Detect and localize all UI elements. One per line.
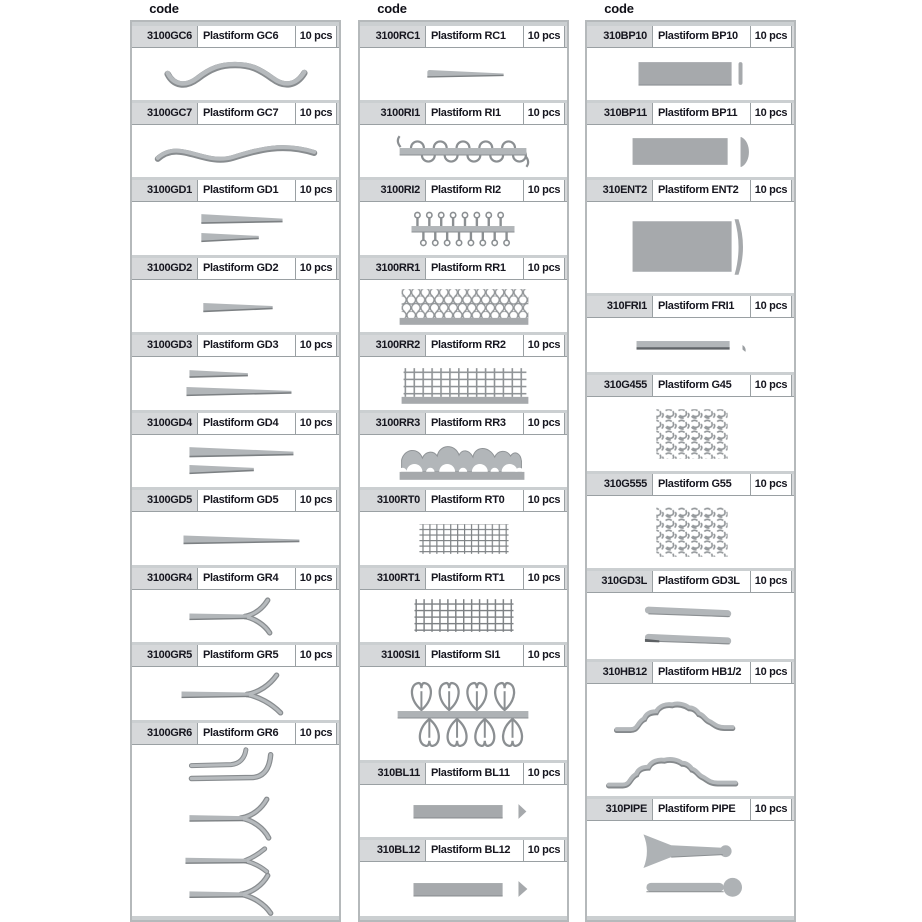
- coarse-mesh-patch-illustration: [360, 590, 567, 642]
- product-name: Plastiform G55: [652, 474, 751, 495]
- product-code: 3100GR4: [147, 572, 192, 584]
- entry-header: [587, 296, 794, 318]
- entry-header: [360, 490, 567, 512]
- product-illustration-area: [587, 397, 794, 471]
- catalog-entry: [360, 100, 567, 177]
- y-fork-large-illustration: [132, 667, 339, 720]
- plate-with-sliver-illustration: [587, 48, 794, 100]
- product-code: 3100SI1: [381, 649, 420, 661]
- product-code: 310ENT2: [602, 184, 647, 196]
- product-name: Plastiform GC6: [197, 26, 296, 47]
- catalog-entry: [132, 100, 339, 177]
- fork-assortment-illustration: [132, 745, 339, 916]
- product-name: Plastiform GD2: [197, 258, 296, 279]
- catalog-entry: [132, 410, 339, 487]
- product-name: Plastiform BP11: [652, 103, 751, 124]
- product-quantity: 10 pcs: [751, 571, 792, 592]
- entry-header: [587, 571, 794, 593]
- product-quantity: 10 pcs: [751, 103, 792, 124]
- loop-ribbon-illustration: [360, 125, 567, 177]
- product-illustration-area: [132, 357, 339, 410]
- product-code: 310FRI1: [606, 300, 647, 312]
- wave-moustache-illustration: [132, 48, 339, 100]
- product-code: 310GD3L: [601, 575, 647, 587]
- product-name: Plastiform RI1: [425, 103, 524, 124]
- catalog-entry: [132, 487, 339, 565]
- product-quantity: 10 pcs: [296, 335, 337, 356]
- long-and-short-tapered-strips-illustration: [132, 435, 339, 487]
- product-illustration-area: [132, 512, 339, 565]
- product-quantity: 10 pcs: [296, 103, 337, 124]
- double-arch-strips-illustration: [587, 684, 794, 796]
- product-illustration-area: [360, 357, 567, 410]
- product-name: Plastiform GR6: [197, 723, 296, 744]
- product-code: 3100RR1: [375, 262, 420, 274]
- product-illustration-area: [360, 202, 567, 255]
- product-illustration-area: [360, 590, 567, 642]
- honeycomb-mesh-strip-illustration: [360, 280, 567, 332]
- entry-header: [360, 258, 567, 280]
- product-name: Plastiform BL11: [425, 763, 524, 784]
- product-code: 3100GR6: [147, 727, 192, 739]
- product-illustration-area: [587, 684, 794, 796]
- catalog-entry: [132, 332, 339, 410]
- catalog-entry: [132, 22, 339, 100]
- catalog-entry: [360, 22, 567, 100]
- entry-header: [132, 490, 339, 512]
- product-illustration-area: [132, 48, 339, 100]
- entry-header: [132, 335, 339, 357]
- product-code: 3100RR3: [375, 417, 420, 429]
- product-quantity: 10 pcs: [751, 474, 792, 495]
- product-illustration-area: [360, 785, 567, 837]
- product-quantity: 10 pcs: [296, 26, 337, 47]
- entry-header: [587, 662, 794, 684]
- product-name: Plastiform GR4: [197, 568, 296, 589]
- product-name: Plastiform RR3: [425, 413, 524, 434]
- product-code: 310PIPE: [605, 803, 647, 815]
- entry-header: [360, 645, 567, 667]
- product-quantity: 10 pcs: [524, 103, 565, 124]
- bar-with-wedge-large-illustration: [360, 862, 567, 916]
- product-quantity: 10 pcs: [524, 180, 565, 201]
- column-code-heading: code: [377, 1, 407, 16]
- entry-header: [132, 723, 339, 745]
- catalog-entry: [587, 293, 794, 372]
- product-name: Plastiform SI1: [425, 645, 524, 666]
- entry-header: [360, 26, 567, 48]
- product-quantity: 10 pcs: [524, 335, 565, 356]
- product-name: Plastiform GD1: [197, 180, 296, 201]
- column-code-heading: code: [604, 1, 634, 16]
- product-name: Plastiform GC7: [197, 103, 296, 124]
- granule-patch-illustration: [587, 496, 794, 568]
- product-quantity: 10 pcs: [524, 258, 565, 279]
- product-quantity: 10 pcs: [296, 490, 337, 511]
- product-code: 310BL12: [376, 844, 420, 856]
- product-name: Plastiform GD5: [197, 490, 296, 511]
- double-comb-illustration: [360, 202, 567, 255]
- entry-header: [132, 103, 339, 125]
- product-name: Plastiform FRI1: [652, 296, 751, 317]
- catalog-entry: [587, 100, 794, 177]
- entry-header: [360, 763, 567, 785]
- product-code: 3100GD1: [147, 184, 192, 196]
- catalog-table: [585, 20, 796, 922]
- product-illustration-area: [132, 745, 339, 916]
- column-code-heading: code: [149, 1, 179, 16]
- single-tapered-strip-illustration: [132, 280, 339, 332]
- product-code: 3100RT0: [376, 494, 420, 506]
- catalog-entry: [587, 796, 794, 920]
- square-mesh-strip-illustration: [360, 357, 567, 410]
- catalog-column-2: [358, 0, 569, 922]
- catalog-entry: [360, 642, 567, 760]
- product-illustration-area: [132, 590, 339, 642]
- entry-header: [587, 375, 794, 397]
- catalog-table: [130, 20, 341, 922]
- flat-strip-with-chip-illustration: [587, 318, 794, 372]
- arch-strip-illustration: [360, 435, 567, 487]
- product-name: Plastiform GD3L: [652, 571, 751, 592]
- product-name: Plastiform PIPE: [652, 799, 751, 820]
- product-illustration-area: [132, 435, 339, 487]
- product-code: 310BP10: [603, 30, 647, 42]
- catalog-entry: [360, 255, 567, 332]
- catalog-entry: [132, 642, 339, 720]
- product-illustration-area: [587, 125, 794, 177]
- catalog-entry: [587, 471, 794, 568]
- product-quantity: 10 pcs: [296, 645, 337, 666]
- entry-header: [360, 413, 567, 435]
- entry-header: [132, 568, 339, 590]
- product-name: Plastiform BL12: [425, 840, 524, 861]
- product-name: Plastiform RT1: [425, 568, 524, 589]
- product-code: 3100GD4: [147, 417, 192, 429]
- product-code: 3100RI2: [380, 184, 420, 196]
- product-illustration-area: [587, 202, 794, 293]
- y-fork-illustration: [132, 590, 339, 642]
- product-name: Plastiform RR2: [425, 335, 524, 356]
- entry-header: [132, 413, 339, 435]
- short-and-long-tapered-strips-illustration: [132, 357, 339, 410]
- entry-header: [132, 180, 339, 202]
- two-tapered-strips-illustration: [132, 202, 339, 255]
- product-illustration-area: [132, 280, 339, 332]
- catalog-entry: [360, 410, 567, 487]
- product-name: Plastiform RI2: [425, 180, 524, 201]
- product-code: 3100GR5: [147, 649, 192, 661]
- product-quantity: 10 pcs: [524, 413, 565, 434]
- bar-with-wedge-illustration: [360, 785, 567, 837]
- product-illustration-area: [360, 280, 567, 332]
- catalog-entry: [587, 372, 794, 471]
- product-code: 3100RC1: [375, 30, 420, 42]
- entry-header: [132, 645, 339, 667]
- product-quantity: 10 pcs: [296, 723, 337, 744]
- product-illustration-area: [132, 202, 339, 255]
- product-illustration-area: [587, 593, 794, 659]
- product-quantity: 10 pcs: [751, 26, 792, 47]
- product-quantity: 10 pcs: [524, 840, 565, 861]
- two-rounded-tapered-strips-illustration: [587, 593, 794, 659]
- product-illustration-area: [360, 125, 567, 177]
- product-name: Plastiform BP10: [652, 26, 751, 47]
- product-illustration-area: [132, 667, 339, 720]
- catalog-entry: [360, 487, 567, 565]
- product-illustration-area: [132, 125, 339, 177]
- entry-header: [360, 568, 567, 590]
- entry-header: [132, 26, 339, 48]
- product-code: 3100GD5: [147, 494, 192, 506]
- plate-with-half-disc-illustration: [587, 125, 794, 177]
- catalog-entry: [360, 332, 567, 410]
- product-illustration-area: [360, 512, 567, 565]
- catalog-entry: [587, 177, 794, 293]
- product-name: Plastiform ENT2: [652, 180, 751, 201]
- product-name: Plastiform RC1: [425, 26, 524, 47]
- product-quantity: 10 pcs: [524, 568, 565, 589]
- product-quantity: 10 pcs: [296, 413, 337, 434]
- entry-header: [587, 180, 794, 202]
- product-name: Plastiform G45: [652, 375, 751, 396]
- product-code: 3100GD3: [147, 339, 192, 351]
- heart-ribbon-illustration: [360, 667, 567, 760]
- product-illustration-area: [360, 48, 567, 100]
- catalog-entry: [587, 22, 794, 100]
- product-quantity: 10 pcs: [751, 799, 792, 820]
- product-illustration-area: [360, 667, 567, 760]
- product-code: 3100GC6: [147, 30, 192, 42]
- catalog-entry: [360, 760, 567, 837]
- catalog-entry: [360, 565, 567, 642]
- catalog-entry: [587, 568, 794, 659]
- catalog-entry: [360, 837, 567, 920]
- product-illustration-area: [587, 48, 794, 100]
- product-quantity: 10 pcs: [751, 180, 792, 201]
- product-illustration-area: [587, 496, 794, 568]
- product-illustration-area: [360, 435, 567, 487]
- catalog-entry: [132, 565, 339, 642]
- product-name: Plastiform GD3: [197, 335, 296, 356]
- entry-header: [132, 258, 339, 280]
- catalog-entry: [587, 659, 794, 796]
- entry-header: [360, 180, 567, 202]
- long-tapered-strip-illustration: [132, 512, 339, 565]
- catalog-entry: [360, 177, 567, 255]
- product-code: 310G555: [603, 478, 647, 490]
- product-quantity: 10 pcs: [524, 490, 565, 511]
- product-name: Plastiform RT0: [425, 490, 524, 511]
- product-name: Plastiform GR5: [197, 645, 296, 666]
- product-code: 310HB12: [602, 666, 647, 678]
- product-illustration-area: [587, 318, 794, 372]
- catalog-column-1: [130, 0, 341, 922]
- product-code: 310G455: [603, 379, 647, 391]
- entry-header: [587, 474, 794, 496]
- product-code: 3100RR2: [375, 339, 420, 351]
- catalog-entry: [132, 255, 339, 332]
- fine-mesh-patch-illustration: [360, 512, 567, 565]
- product-quantity: 10 pcs: [751, 375, 792, 396]
- product-quantity: 10 pcs: [524, 645, 565, 666]
- product-code: 310BL11: [377, 767, 420, 779]
- product-code: 3100GD2: [147, 262, 192, 274]
- product-code: 3100GC7: [147, 107, 192, 119]
- product-quantity: 10 pcs: [751, 296, 792, 317]
- product-name: Plastiform HB1/2: [652, 662, 751, 683]
- granule-patch-illustration: [587, 397, 794, 471]
- product-quantity: 10 pcs: [751, 662, 792, 683]
- product-name: Plastiform GD4: [197, 413, 296, 434]
- product-code: 3100RI1: [380, 107, 420, 119]
- catalog-column-3: [585, 0, 796, 922]
- entry-header: [587, 26, 794, 48]
- entry-header: [360, 335, 567, 357]
- product-illustration-area: [587, 821, 794, 916]
- product-quantity: 10 pcs: [296, 258, 337, 279]
- entry-header: [360, 103, 567, 125]
- wave-sine-illustration: [132, 125, 339, 177]
- product-quantity: 10 pcs: [524, 26, 565, 47]
- product-quantity: 10 pcs: [296, 180, 337, 201]
- catalog-entry: [132, 720, 339, 920]
- entry-header: [587, 103, 794, 125]
- product-name: Plastiform RR1: [425, 258, 524, 279]
- product-quantity: 10 pcs: [524, 763, 565, 784]
- product-code: 310BP11: [603, 107, 647, 119]
- entry-header: [587, 799, 794, 821]
- product-quantity: 10 pcs: [296, 568, 337, 589]
- product-illustration-area: [360, 862, 567, 916]
- catalog-entry: [132, 177, 339, 255]
- entry-header: [360, 840, 567, 862]
- tapered-strip-illustration: [360, 48, 567, 100]
- large-plate-with-crescent-illustration: [587, 202, 794, 293]
- trumpet-and-rod-illustration: [587, 821, 794, 916]
- catalog-table: [358, 20, 569, 922]
- product-code: 3100RT1: [376, 572, 420, 584]
